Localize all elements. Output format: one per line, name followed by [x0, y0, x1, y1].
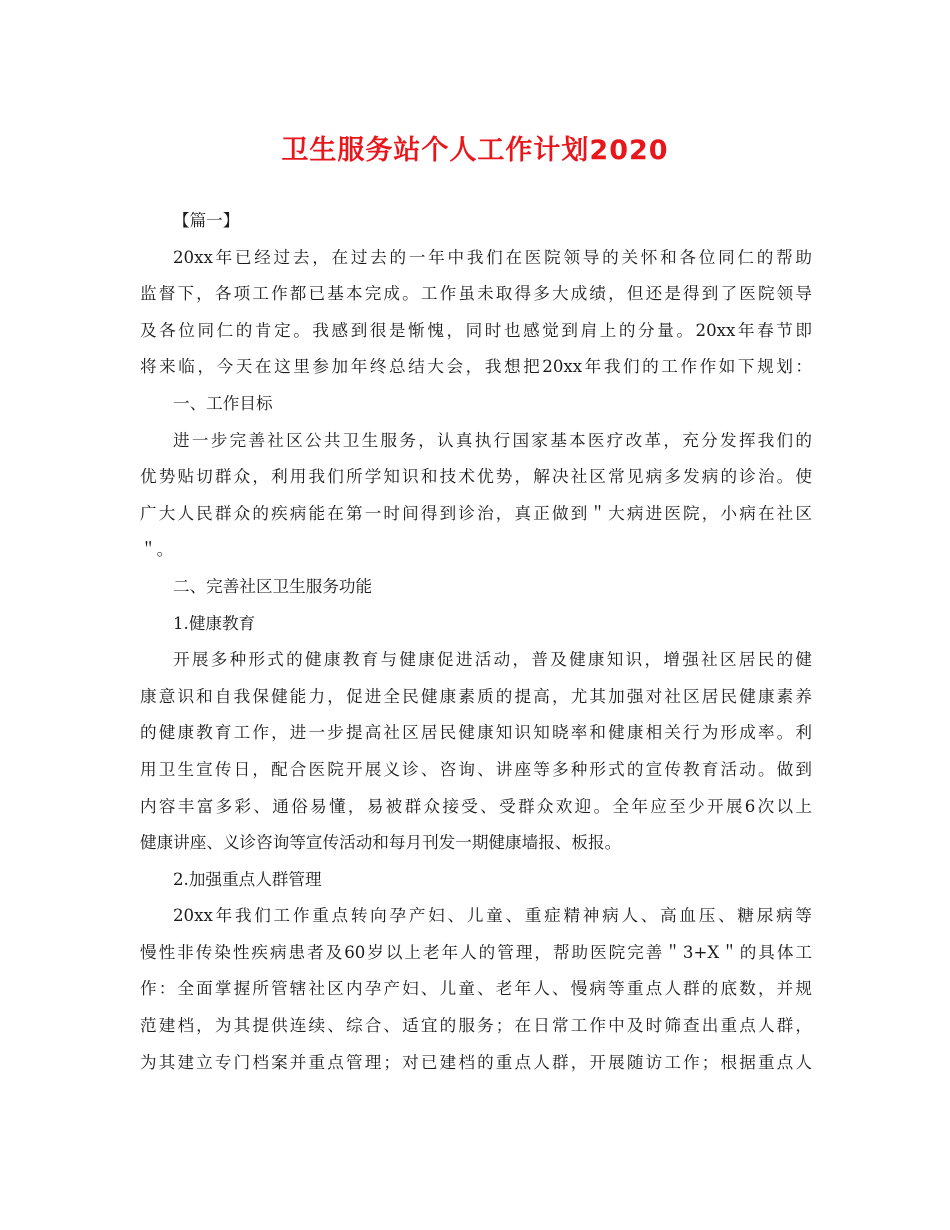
paragraph-line: 20xx年我们工作重点转向孕产妇、儿童、重症精神病人、高血压、糖尿病等 [173, 906, 812, 926]
paragraph-line: 康意识和自我保健能力，促进全民健康素质的提高，尤其加强对社区居民健康素养 [140, 686, 812, 706]
paragraph-line: 广大人民群众的疾病能在第一时间得到诊治，真正做到＂大病进医院，小病在社区 [140, 503, 812, 523]
paragraph-line: 健康讲座、义诊咨询等宣传活动和每月刊发一期健康墙报、板报。 [140, 833, 622, 853]
paragraph-line: 20xx年已经过去，在过去的一年中我们在医院领导的关怀和各位同仁的帮助 [173, 247, 812, 267]
section-heading-work-goals: 一、工作目标 [173, 393, 273, 413]
section-heading-service-functions: 二、完善社区卫生服务功能 [173, 576, 373, 596]
paragraph-line: 为其建立专门档案并重点管理；对已建档的重点人群，开展随访工作；根据重点人 [140, 1052, 812, 1072]
paragraph-line: 监督下，各项工作都已基本完成。工作虽未取得多大成绩，但还是得到了医院领导 [140, 284, 812, 304]
paragraph-line: 作：全面掌握所管辖社区内孕产妇、儿童、老年人、慢病等重点人群的底数，并规 [140, 979, 812, 999]
subsection-heading-key-groups: 2.加强重点人群管理 [173, 869, 322, 889]
paragraph-line: 及各位同仁的肯定。我感到很是惭愧，同时也感觉到肩上的分量。20xx年春节即 [140, 320, 812, 340]
paragraph-line: 开展多种形式的健康教育与健康促进活动，普及健康知识，增强社区居民的健 [173, 650, 812, 670]
paragraph-line: 内容丰富多彩、通俗易懂，易被群众接受、受群众欢迎。全年应至少开展6次以上 [140, 796, 812, 816]
paragraph-line: 慢性非传染性疾病患者及60岁以上老年人的管理，帮助医院完善＂3+X＂的具体工 [140, 942, 812, 962]
paragraph-line: 进一步完善社区公共卫生服务，认真执行国家基本医疗改革，充分发挥我们的 [173, 430, 812, 450]
paragraph-line: 范建档，为其提供连续、综合、适宜的服务；在日常工作中及时筛查出重点人群， [140, 1016, 812, 1036]
paragraph-line: 用卫生宣传日，配合医院开展义诊、咨询、讲座等多种形式的宣传教育活动。做到 [140, 759, 812, 779]
document-title: 卫生服务站个人工作计划2020 [281, 135, 669, 166]
paragraph-line: 的健康教育工作，进一步提高社区居民健康知识知晓率和健康相关行为形成率。利 [140, 723, 812, 743]
paragraph-line: ＂。 [140, 540, 174, 560]
section-heading-part-one: 【篇一】 [173, 211, 240, 230]
subsection-heading-health-education: 1.健康教育 [173, 613, 256, 633]
document-body [140, 203, 812, 1081]
paragraph-line: 优势贴切群众，利用我们所学知识和技术优势，解决社区常见病多发病的诊治。使 [140, 467, 812, 487]
paragraph-line: 将来临，今天在这里参加年终总结大会，我想把20xx年我们的工作作如下规划： [140, 357, 812, 377]
